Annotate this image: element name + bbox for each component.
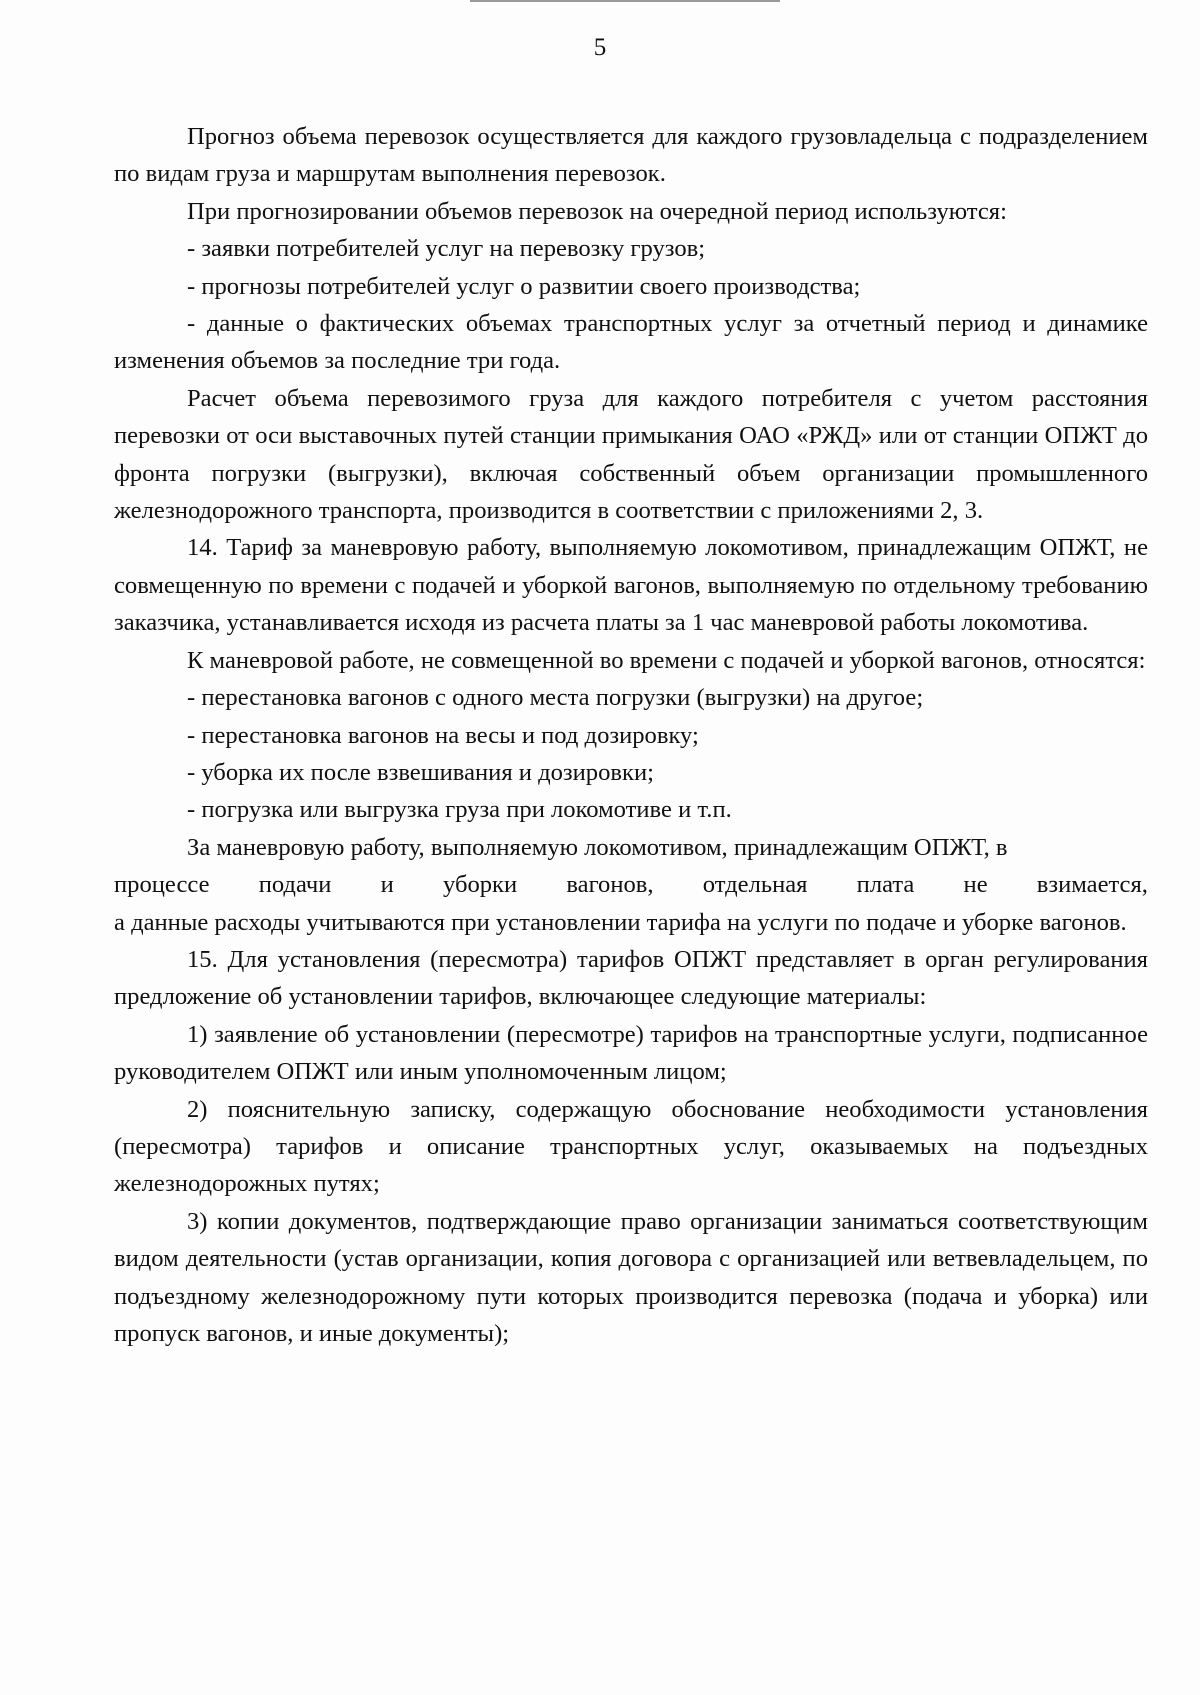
paragraph-line: За маневровую работу, выполняемую локомотивом, принадлежащим ОПЖТ, в	[187, 833, 1008, 861]
word: уборки	[442, 871, 518, 899]
list-item: - перестановка вагонов с одного места погрузки (выгрузки) на другое;	[187, 684, 924, 712]
word: взимается,	[1036, 871, 1148, 899]
paragraph-no-separate-fee	[114, 829, 1148, 941]
word: плата	[856, 871, 915, 899]
list-item: - уборка их после взвешивания и дозировки;	[187, 758, 654, 786]
document-body	[114, 118, 1148, 1352]
paragraph-forecast: Прогноз объема перевозок осуществляется для каждого грузовладельца с подразделением по видам груза и маршрутам выполнения перевозок.	[114, 123, 1148, 188]
list-item: 1) заявление об установлении (пересмотре) тарифов на транспортные услуги, подписанное руководителем ОПЖТ или иным уполномоченным лицом;	[114, 1020, 1148, 1086]
paragraph-14-shunting-tariff: 14. Тариф за маневровую работу, выполняемую локомотивом, принадлежащим ОПЖТ, не совмещенную по времени с подачей и уборкой вагонов, выполняемую по отдельному требованию заказчика, устанавливается исходя из расчета платы за 1 час маневровой работы локомотива.	[114, 534, 1148, 637]
paragraph-15-tariff-proposal: 15. Для установления (пересмотра) тарифов ОПЖТ представляет в орган регулирования предложение об установлении тарифов, включающее следующие материалы:	[114, 945, 1148, 1011]
list-item: 2) пояснительную записку, содержащую обоснование необходимости установления (пересмотра) тарифов и описание транспортных услуг, оказываемых на подъездных железнодорожных путях;	[114, 1095, 1148, 1198]
word: и	[380, 871, 394, 899]
word: не	[963, 871, 988, 899]
list-item: - погрузка или выгрузка груза при локомотиве и т.п.	[187, 796, 732, 824]
list-item: - перестановка вагонов на весы и под дозировку;	[187, 721, 699, 749]
scan-edge-line	[470, 0, 780, 2]
paragraph-cargo-calculation: Расчет объема перевозимого груза для каждого потребителя с учетом расстояния перевозки от оси выставочных путей станции примыкания ОАО «РЖД» или от станции ОПЖТ до фронта погрузки (выгрузки), включая собственный объем организации промышленного железнодорожного транспорта, производится в соответствии с приложениями 2, 3.	[114, 384, 1148, 525]
list-item: - прогнозы потребителей услуг о развитии своего производства;	[187, 272, 861, 300]
list-item: 3) копии документов, подтверждающие право организации заниматься соответствующим видом деятельности (устав организации, копия договора с организацией или ветвевладельцем, по подъездному железнодорожному пути которых производится перевозка (подача и уборка) или пропуск вагонов, и иные документы);	[114, 1207, 1148, 1347]
word: вагонов,	[566, 871, 654, 899]
list-item: - данные о фактических объемах транспортных услуг за отчетный период и динамике изменения объемов за последние три года.	[114, 310, 1148, 375]
paragraph-shunting-work-definition: К маневровой работе, не совмещенной во времени с подачей и уборкой вагонов, относятся:	[187, 646, 1146, 674]
paragraph-line-spread	[114, 866, 1148, 903]
paragraph-forecast-sources: При прогнозировании объемов перевозок на очередной период используются:	[187, 197, 1007, 225]
list-item: - заявки потребителей услуг на перевозку грузов;	[187, 235, 706, 263]
word: подачи	[258, 871, 332, 899]
word: процессе	[114, 871, 210, 899]
page-number: 5	[593, 34, 607, 61]
paragraph-line: а данные расходы учитываются при установлении тарифа на услуги по подаче и уборке вагонов.	[114, 908, 1127, 936]
word: отдельная	[702, 871, 808, 899]
